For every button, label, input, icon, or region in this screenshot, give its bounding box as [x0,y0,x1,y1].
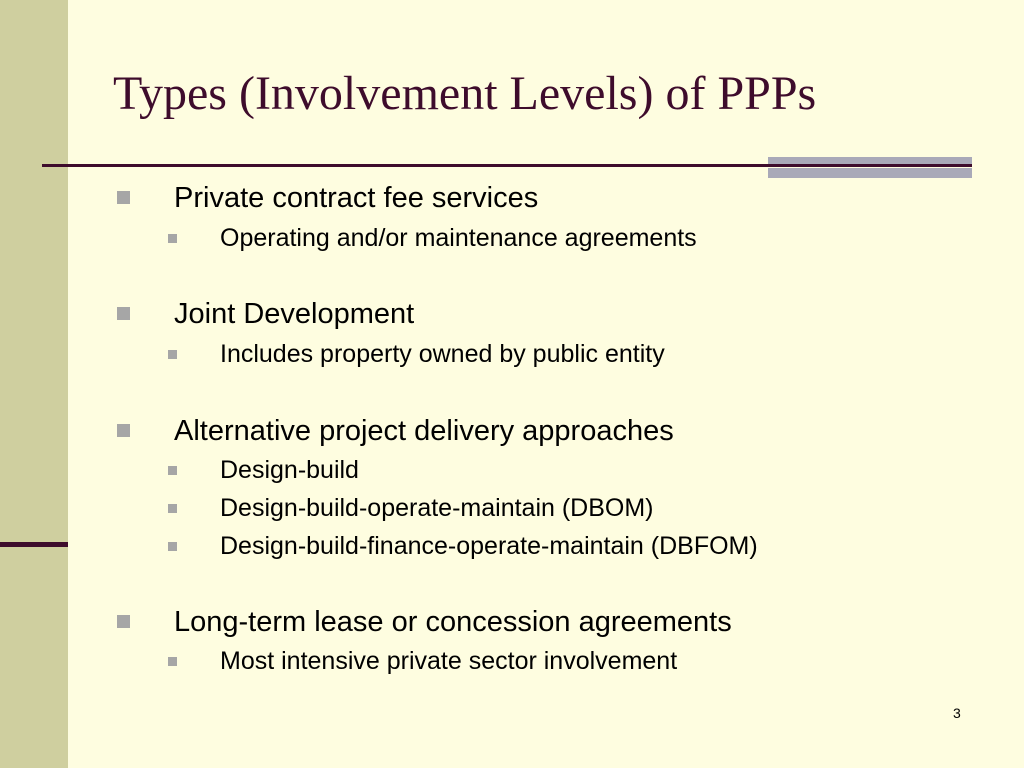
bullet-item-long-term-lease [174,605,732,639]
square-bullet-icon [168,504,177,513]
bullet-item-alternative-delivery [174,414,674,448]
sub-bullet-text: Design-build-operate-maintain (DBOM) [220,494,654,522]
bullet-text: Joint Development [174,298,415,330]
square-bullet-icon [168,657,177,666]
sub-bullet-item [220,493,654,523]
sub-bullet-item [220,223,697,253]
sub-bullet-item [220,455,359,485]
bullet-text: Alternative project delivery approaches [174,415,674,447]
square-bullet-icon [117,191,130,204]
square-bullet-icon [168,234,177,243]
sub-bullet-item [220,531,758,561]
sub-bullet-text: Most intensive private sector involvement [220,647,678,675]
sub-bullet-item [220,339,665,369]
square-bullet-icon [117,424,130,437]
square-bullet-icon [117,307,130,320]
page-number: 3 [953,705,961,721]
square-bullet-icon [117,615,130,628]
square-bullet-icon [168,542,177,551]
sub-bullet-text: Includes property owned by public entity [220,340,665,368]
bullet-text: Private contract fee services [174,182,539,214]
slide-title: Types (Involvement Levels) of PPPs [113,67,817,120]
bullet-text: Long-term lease or concession agreements [174,606,732,638]
sub-bullet-text: Operating and/or maintenance agreements [220,224,697,252]
bullet-item-joint-development [174,297,414,331]
square-bullet-icon [168,466,177,475]
sub-bullet-text: Design-build-finance-operate-maintain (DBFOM) [220,532,758,560]
square-bullet-icon [168,350,177,359]
sub-bullet-item [220,646,677,676]
sub-bullet-text: Design-build [220,456,359,484]
bullet-item-private-contract [174,181,538,215]
